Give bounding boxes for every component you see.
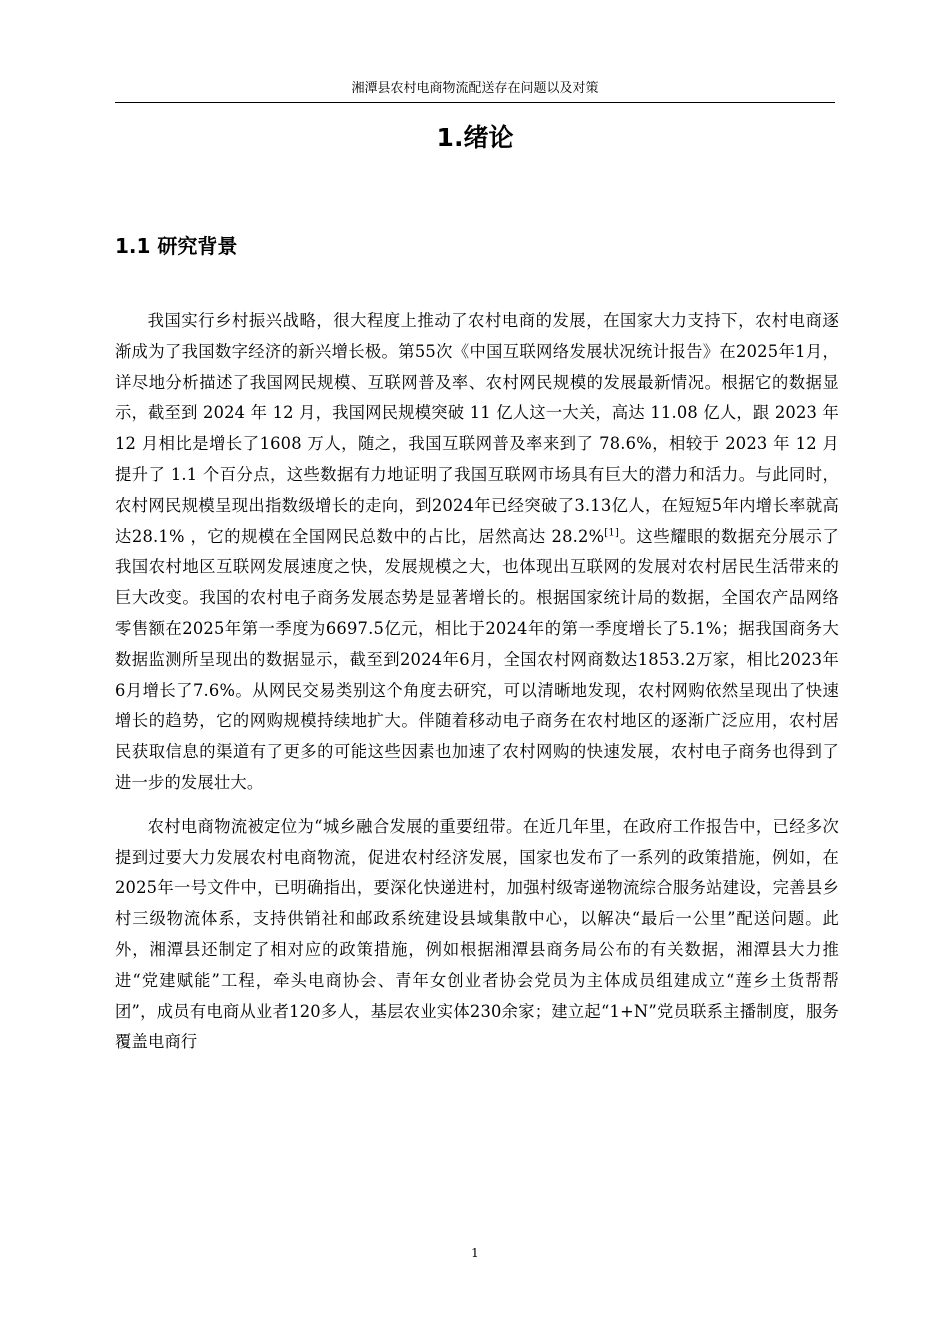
body-text xyxy=(115,306,839,1071)
paragraph-1-text-b: 。这些耀眼的数据充分展示了我国农村地区互联网发展速度之快，发展规模之大，也体现出互联网的发展对农村居民生活带来的巨大改变。我国的农村电子商务发展态势是显著增长的。根据国家统计局的数据，全国农产品网络零售额在2025年第一季度为6697.5亿元，相比于2024年的第一季度增长了5.1%；据我国商务大数据监测所呈现出的数据显示，截至到2024年6月，全国农村网商数达1853.2万家，相比2023年6月增长了7.6%。从网民交易类别这个角度去研究，可以清晰地发现，农村网购依然呈现出了快速增长的趋势，它的网购规模持续地扩大。伴随着移动电子商务在农村地区的逐渐广泛应用，农村居民获取信息的渠道有了更多的可能这些因素也加速了农村网购的快速发展，农村电子商务也得到了进一步的发展壮大。 xyxy=(115,526,839,792)
chapter-title: 1.绪论 xyxy=(436,123,514,152)
section-title: 1.1 研究背景 xyxy=(115,234,238,258)
paragraph-1 xyxy=(115,306,839,799)
header-divider xyxy=(115,102,835,103)
citation-reference[interactable]: [1] xyxy=(604,527,620,539)
running-header: 湘潭县农村电商物流配送存在问题以及对策 xyxy=(351,81,599,96)
paragraph-2: 农村电商物流被定位为“城乡融合发展的重要纽带。在近几年里，在政府工作报告中，已经多次提到过要大力发展农村电商物流，促进农村经济发展，国家也发布了一系列的政策措施，例如，在2025年一号文件中，已明确指出，要深化快递进村，加强村级寄递物流综合服务站建设，完善县乡村三级物流体系，支持供销社和邮政系统建设县域集散中心，以解决“最后一公里”配送问题。此外，湘潭县还制定了相对应的政策措施，例如根据湘潭县商务局公布的有关数据，湘潭县大力推进“党建赋能”工程，牵头电商协会、青年女创业者协会党员为主体成员组建成立“莲乡土货帮帮团”，成员有电商从业者120多人，基层农业实体230余家；建立起“1+N”党员联系主播制度，服务覆盖电商行 xyxy=(115,816,839,1052)
page-number: 1 xyxy=(471,1246,479,1260)
paragraph-1-text-a: 我国实行乡村振兴战略，很大程度上推动了农村电商的发展，在国家大力支持下，农村电商逐渐成为了我国数字经济的新兴增长极。第55次《中国互联网络发展状况统计报告》在2025年1月，详尽地分析描述了我国网民规模、互联网普及率、农村网民规模的发展最新情况。根据它的数据显示，截至到 2024 年 12 月，我国网民规模突破 11 亿人这一大关，高达 11.08 亿人，跟 2023 年12 月相比是增长了1608 万人，随之，我国互联网普及率来到了 78.6%，相较于 2023 年 12 月提升了 1.1 个百分点，这些数据有力地证明了我国互联网市场具有巨大的潜力和活力。与此同时，农村网民规模呈现出指数级增长的走向，到2024年已经突破了3.13亿人，在短短5年内增长率就高达28.1% ，它的规模在全国网民总数中的占比，居然高达 28.2% xyxy=(115,311,839,546)
